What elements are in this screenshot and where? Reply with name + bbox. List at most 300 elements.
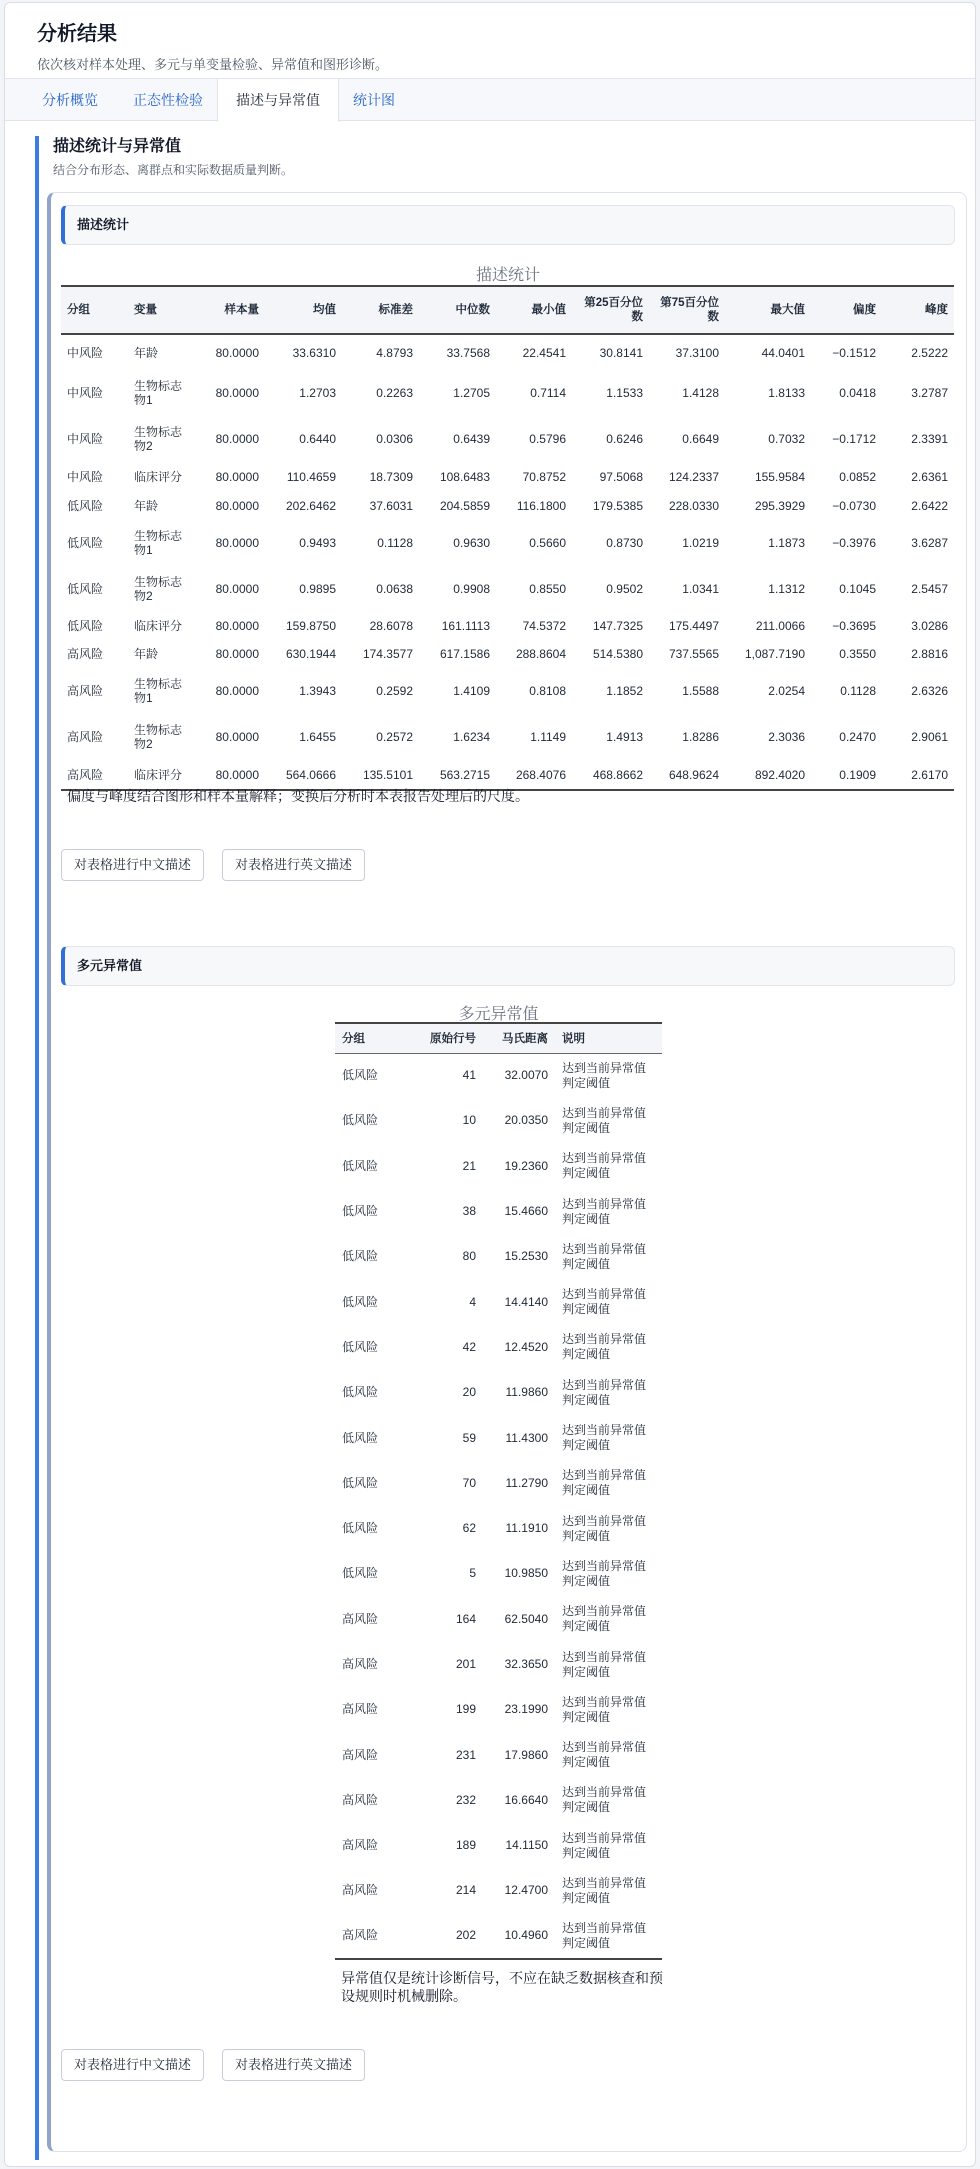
table-row <box>335 1144 662 1189</box>
table-cell: 11.1910 <box>505 1521 548 1536</box>
table-cell: 232 <box>455 1792 476 1807</box>
table-cell: 199 <box>455 1702 476 1717</box>
table-row <box>335 1506 662 1551</box>
table-cell: 临床评分 <box>134 767 183 782</box>
table-cell: 达到当前异常值判定阈值 <box>562 1196 647 1226</box>
table-cell: 62.5040 <box>504 1611 548 1626</box>
table-row <box>335 1279 662 1324</box>
table-cell: 108.6483 <box>439 470 490 484</box>
table-cell: 0.2572 <box>376 730 413 744</box>
table-cell: 低风险 <box>342 1385 379 1400</box>
table-cell: 低风险 <box>67 499 104 513</box>
col-p75: 第75百分位数 <box>660 297 719 323</box>
tab-charts[interactable]: 统计图 <box>353 92 395 108</box>
col-mahalanobis: 马氏距离 <box>502 1033 548 1046</box>
table-row <box>335 1234 662 1279</box>
section-title: 描述统计与异常值 <box>53 138 182 155</box>
table-cell: 1.1852 <box>606 684 643 698</box>
table-cell: 高风险 <box>67 647 104 661</box>
table-row <box>335 1687 662 1732</box>
table-cell: 0.9908 <box>453 582 490 596</box>
table-cell: 174.3577 <box>362 647 413 661</box>
table-cell: 1.2703 <box>299 386 336 400</box>
table-cell: 高风险 <box>342 1792 379 1807</box>
table-row <box>61 760 954 790</box>
col-min: 最小值 <box>531 304 566 316</box>
table-cell: 0.2470 <box>839 730 876 744</box>
table-row <box>335 1370 662 1415</box>
table-cell: 211.0066 <box>755 619 805 633</box>
table-cell: 155.9584 <box>754 470 805 484</box>
table-cell: 214 <box>455 1883 476 1898</box>
table-cell: 0.0852 <box>839 470 876 484</box>
table-cell: 0.8730 <box>606 536 643 550</box>
table-cell: 44.0401 <box>761 345 805 360</box>
table-cell: 116.1800 <box>516 499 566 513</box>
col-median: 中位数 <box>455 304 490 316</box>
table-cell: 37.3100 <box>675 345 719 360</box>
tab-normality[interactable]: 正态性检验 <box>133 92 203 108</box>
table-cell: 临床评分 <box>134 619 183 633</box>
table-cell: 低风险 <box>342 1475 379 1490</box>
table-cell: 低风险 <box>342 1430 379 1445</box>
table-row <box>61 416 954 462</box>
table-cell: 低风险 <box>342 1249 379 1264</box>
results-panel <box>47 192 967 2152</box>
table-cell: 21 <box>462 1158 476 1173</box>
table-cell: 低风险 <box>342 1566 379 1581</box>
outlier-note: 异常值仅是统计诊断信号，不应在缺乏数据核查和预设规则时机械删除。 <box>341 1970 663 2004</box>
table-cell: 0.6439 <box>453 432 490 446</box>
table-cell: 达到当前异常值判定阈值 <box>562 1060 647 1090</box>
table-cell: 80.0000 <box>215 432 259 446</box>
table-cell: 74.5372 <box>522 619 566 633</box>
table-cell: 4.8793 <box>376 345 413 360</box>
table-cell: 268.4076 <box>515 767 566 782</box>
table-cell: −0.1512 <box>832 345 876 360</box>
describe-outlier-table-cn-button[interactable]: 对表格进行中文描述 <box>61 2049 204 2081</box>
table-cell: 达到当前异常值判定阈值 <box>562 1920 647 1950</box>
table-cell: 80.0000 <box>215 767 259 782</box>
table-row <box>335 1461 662 1506</box>
table-cell: 189 <box>455 1838 476 1853</box>
table-cell: 12.4520 <box>504 1339 548 1354</box>
table-cell: 达到当前异常值判定阈值 <box>562 1785 647 1815</box>
table-row <box>335 1325 662 1370</box>
table-cell: 0.9493 <box>299 536 336 550</box>
table-cell: 80.0000 <box>215 684 259 698</box>
col-sd: 标准差 <box>378 304 413 316</box>
table-cell: 33.6310 <box>292 345 336 360</box>
table-cell: 中风险 <box>67 432 104 446</box>
table-row <box>61 492 954 520</box>
table-cell: 2.3391 <box>911 432 948 446</box>
table-cell: 达到当前异常值判定阈值 <box>562 1513 647 1543</box>
descriptive-outlier-section <box>35 136 970 2160</box>
table-cell: 0.8550 <box>529 582 566 596</box>
table-cell: 0.2592 <box>376 684 413 698</box>
table-cell: 30.8141 <box>599 345 643 360</box>
table-cell: 中风险 <box>67 470 104 484</box>
table-cell: 0.9502 <box>606 582 643 596</box>
table-cell: 0.6440 <box>299 432 336 446</box>
table-cell: 19.2360 <box>504 1158 548 1173</box>
table-cell: 124.2337 <box>668 470 719 484</box>
table-cell: 14.1150 <box>505 1838 548 1853</box>
table-cell: 高风险 <box>342 1702 379 1717</box>
col-p25: 第25百分位数 <box>584 297 643 323</box>
col-mean: 均值 <box>313 304 336 316</box>
col-row-number: 原始行号 <box>430 1033 476 1046</box>
table-cell: 达到当前异常值判定阈值 <box>562 1694 647 1724</box>
col-kurtosis: 峰度 <box>925 304 948 316</box>
table-cell: 228.0330 <box>668 499 719 513</box>
table-cell: 生物标志物2 <box>134 723 183 751</box>
table-cell: 70 <box>462 1475 476 1490</box>
table-cell: 32.0070 <box>504 1068 548 1083</box>
table-cell: 0.1128 <box>377 536 413 550</box>
table-cell: 892.4020 <box>754 767 805 782</box>
describe-outlier-table-en-button[interactable]: 对表格进行英文描述 <box>222 2049 365 2081</box>
table-cell: 2.5457 <box>911 582 948 596</box>
table-cell: 达到当前异常值判定阈值 <box>562 1287 647 1317</box>
table-row <box>61 612 954 640</box>
table-cell: 110.4659 <box>286 470 336 484</box>
table-cell: 低风险 <box>67 582 104 596</box>
outlier-table <box>335 1022 662 1960</box>
table-cell: 62 <box>462 1521 476 1536</box>
table-cell: 2.6361 <box>911 470 948 484</box>
table-cell: 80.0000 <box>215 536 259 550</box>
table-cell: 高风险 <box>342 1747 379 1762</box>
table-row <box>335 1778 662 1823</box>
table-cell: 1.4109 <box>453 684 490 698</box>
table-cell: 179.5385 <box>592 499 643 513</box>
table-cell: 1.1533 <box>606 386 643 400</box>
table-cell: 0.8108 <box>529 684 566 698</box>
table-cell: 468.8662 <box>592 767 643 782</box>
table-cell: 低风险 <box>342 1521 379 1536</box>
table-cell: 1.1149 <box>530 730 566 744</box>
table-cell: 2.0254 <box>768 684 805 698</box>
table-cell: 高风险 <box>342 1657 379 1671</box>
table-row <box>335 1098 662 1143</box>
table-cell: 59 <box>462 1430 476 1445</box>
table-cell: 年龄 <box>134 499 159 513</box>
table-cell: 28.6078 <box>369 619 413 633</box>
col-group: 分组 <box>342 1033 365 1046</box>
table-cell: 0.0638 <box>376 582 413 596</box>
tab-bar <box>5 79 975 121</box>
table-cell: 11.2790 <box>505 1475 548 1490</box>
table-cell: 23.1990 <box>504 1702 548 1717</box>
table-cell: 达到当前异常值判定阈值 <box>562 1649 647 1679</box>
table-cell: 18.7309 <box>369 470 413 484</box>
descriptive-table-caption: 描述统计 <box>475 267 540 284</box>
table-cell: 达到当前异常值判定阈值 <box>562 1468 647 1498</box>
table-cell: 32.3650 <box>504 1657 548 1671</box>
table-cell: 147.7325 <box>592 619 643 633</box>
table-cell: 12.4700 <box>504 1883 548 1898</box>
table-row <box>335 1189 662 1234</box>
table-cell: 295.3929 <box>754 499 805 513</box>
section-subtitle: 结合分布形态、离群点和实际数据质量判断。 <box>53 163 294 177</box>
table-cell: 达到当前异常值判定阈值 <box>562 1558 647 1588</box>
table-cell: 低风险 <box>342 1158 379 1173</box>
table-cell: 135.5101 <box>362 767 413 782</box>
table-cell: 0.9630 <box>453 536 490 550</box>
table-cell: 高风险 <box>67 730 104 744</box>
table-cell: 0.9895 <box>299 582 336 596</box>
table-cell: 2.3036 <box>768 730 805 744</box>
tab-overview[interactable]: 分析概览 <box>42 92 98 108</box>
table-cell: 1.8133 <box>768 386 805 400</box>
table-cell: 563.2715 <box>439 767 490 782</box>
table-cell: 0.6246 <box>606 432 643 446</box>
table-cell: 175.4497 <box>668 619 719 633</box>
table-cell: 630.1944 <box>285 647 336 661</box>
table-cell: 高风险 <box>67 684 104 698</box>
table-cell: 1.2705 <box>453 386 490 400</box>
table-cell: 生物标志物1 <box>134 379 183 407</box>
table-cell: 3.2787 <box>911 386 948 400</box>
table-cell: 0.7114 <box>530 386 566 400</box>
table-cell: 低风险 <box>342 1339 379 1354</box>
table-cell: 38 <box>462 1204 476 1219</box>
table-cell: 2.6326 <box>911 684 948 698</box>
table-cell: 33.7568 <box>446 345 490 360</box>
table-cell: 达到当前异常值判定阈值 <box>562 1423 647 1453</box>
table-header-row <box>61 286 954 334</box>
table-cell: −0.1712 <box>832 432 876 446</box>
table-cell: 80.0000 <box>215 470 259 484</box>
col-group: 分组 <box>67 304 90 316</box>
table-cell: 达到当前异常值判定阈值 <box>562 1332 647 1362</box>
table-cell: 中风险 <box>67 386 104 400</box>
table-cell: 11.9860 <box>505 1385 548 1400</box>
table-cell: 低风险 <box>67 536 104 550</box>
table-cell: 15.4660 <box>504 1204 548 1219</box>
outlier-table-caption: 多元异常值 <box>458 1006 539 1023</box>
table-cell: 80.0000 <box>215 619 259 633</box>
table-cell: 达到当前异常值判定阈值 <box>562 1830 647 1860</box>
table-cell: 0.5660 <box>529 536 566 550</box>
table-cell: 高风险 <box>342 1838 379 1853</box>
table-cell: 20.0350 <box>504 1113 548 1128</box>
descriptive-note: 偏度与峰度结合图形和样本量解释；变换后分析时本表报告处理后的尺度。 <box>67 788 529 804</box>
table-cell: 564.0666 <box>285 767 336 782</box>
table-cell: 生物标志物2 <box>134 575 183 603</box>
table-cell: −0.3695 <box>832 619 876 633</box>
table-cell: 1.1873 <box>768 536 805 550</box>
table-row <box>335 1551 662 1596</box>
table-cell: 中风险 <box>67 345 104 360</box>
col-n: 样本量 <box>224 304 259 316</box>
table-cell: 2.9061 <box>911 730 948 744</box>
describe-table-en-button[interactable]: 对表格进行英文描述 <box>222 849 365 881</box>
table-cell: 231 <box>455 1747 476 1762</box>
table-cell: 648.9624 <box>668 767 719 782</box>
table-row <box>335 1732 662 1777</box>
table-cell: 10.4960 <box>504 1928 548 1943</box>
table-cell: 达到当前异常值判定阈值 <box>562 1740 647 1770</box>
table-cell: 80.0000 <box>215 499 259 513</box>
table-cell: 高风险 <box>342 1928 379 1943</box>
table-cell: 16.6640 <box>504 1792 548 1807</box>
table-cell: 80.0000 <box>215 647 259 661</box>
table-cell: 高风险 <box>342 1611 379 1626</box>
descriptive-table <box>61 285 954 791</box>
describe-table-cn-button[interactable]: 对表格进行中文描述 <box>61 849 204 881</box>
table-cell: −0.0730 <box>832 499 876 513</box>
table-cell: 22.4541 <box>522 345 566 360</box>
col-variable: 变量 <box>134 304 157 316</box>
table-cell: 0.2263 <box>376 386 413 400</box>
table-row <box>335 1868 662 1913</box>
table-cell: 高风险 <box>67 767 104 782</box>
table-cell: 1,087.7190 <box>744 647 805 661</box>
table-cell: 1.5588 <box>682 684 719 698</box>
table-row <box>335 1642 662 1687</box>
table-cell: 年龄 <box>134 345 159 360</box>
table-cell: 低风险 <box>342 1204 379 1219</box>
results-page <box>4 2 976 2167</box>
table-cell: 42 <box>462 1339 476 1354</box>
table-row <box>335 1597 662 1642</box>
table-cell: 159.8750 <box>285 619 336 633</box>
table-cell: 80.0000 <box>215 386 259 400</box>
table-row <box>335 1415 662 1460</box>
table-cell: 1.0219 <box>682 536 719 550</box>
table-cell: 204.5859 <box>439 499 490 513</box>
table-cell: 10 <box>462 1113 476 1128</box>
table-cell: 高风险 <box>342 1883 379 1898</box>
page-subtitle: 依次核对样本处理、多元与单变量检验、异常值和图形诊断。 <box>37 57 389 72</box>
table-cell: 10.9850 <box>504 1566 548 1581</box>
table-cell: 生物标志物2 <box>134 425 183 453</box>
table-cell: 1.6455 <box>299 730 336 744</box>
page-header <box>5 3 975 79</box>
page-title: 分析结果 <box>37 23 117 45</box>
table-cell: 202 <box>455 1928 476 1943</box>
table-row <box>335 1823 662 1868</box>
table-cell: 1.4128 <box>682 386 719 400</box>
table-cell: 年龄 <box>134 647 159 661</box>
table-cell: 2.6170 <box>911 767 948 782</box>
table-cell: 0.7032 <box>768 432 805 446</box>
table-cell: 617.1586 <box>439 647 490 661</box>
table-row <box>61 520 954 566</box>
table-cell: 0.3550 <box>839 647 876 661</box>
table-cell: 达到当前异常值判定阈值 <box>562 1241 647 1271</box>
table-cell: 0.5796 <box>529 432 566 446</box>
table-cell: 80.0000 <box>215 345 259 360</box>
table-cell: 3.6287 <box>911 536 948 550</box>
table-row <box>61 714 954 760</box>
table-cell: 达到当前异常值判定阈值 <box>562 1377 647 1407</box>
table-cell: 41 <box>462 1068 476 1083</box>
table-cell: 5 <box>469 1566 476 1581</box>
table-cell: 达到当前异常值判定阈值 <box>562 1604 647 1634</box>
table-cell: 0.0418 <box>839 386 876 400</box>
table-cell: 37.6031 <box>369 499 413 513</box>
outlier-card-header: 多元异常值 <box>61 946 955 986</box>
table-cell: 低风险 <box>67 619 104 633</box>
table-cell: 1.0341 <box>682 582 719 596</box>
table-row <box>335 1053 662 1098</box>
table-cell: 514.5380 <box>592 647 643 661</box>
table-cell: 1.8286 <box>682 730 719 744</box>
table-cell: 达到当前异常值判定阈值 <box>562 1151 647 1181</box>
table-cell: 161.1113 <box>441 619 490 633</box>
table-row <box>61 668 954 714</box>
table-cell: 20 <box>462 1385 476 1400</box>
outlier-table-body <box>335 1053 662 1959</box>
descriptive-table-body <box>61 334 954 790</box>
table-cell: 80.0000 <box>215 582 259 596</box>
table-cell: 达到当前异常值判定阈值 <box>562 1875 647 1905</box>
descriptive-card-header: 描述统计 <box>61 205 955 245</box>
table-cell: 生物标志物1 <box>134 677 183 705</box>
table-cell: 164 <box>455 1611 476 1626</box>
tab-descriptive-outliers[interactable]: 描述与异常值 <box>217 79 339 122</box>
table-cell: 17.9860 <box>504 1747 548 1762</box>
table-cell: −0.3976 <box>832 536 876 550</box>
table-row <box>61 334 954 370</box>
table-row <box>61 566 954 612</box>
table-cell: 1.3943 <box>299 684 336 698</box>
table-cell: 0.1128 <box>840 684 876 698</box>
table-cell: 1.4913 <box>606 730 643 744</box>
table-cell: 4 <box>469 1294 476 1309</box>
table-cell: 14.4140 <box>504 1294 548 1309</box>
table-cell: 2.5222 <box>911 345 948 360</box>
table-cell: 2.8816 <box>911 647 948 661</box>
table-cell: 201 <box>455 1657 476 1671</box>
table-cell: 1.1312 <box>768 582 805 596</box>
table-cell: 临床评分 <box>134 470 183 484</box>
table-cell: 0.1909 <box>839 767 876 782</box>
table-cell: 11.4300 <box>505 1430 548 1445</box>
table-row <box>61 370 954 416</box>
table-cell: 202.6462 <box>285 499 336 513</box>
table-cell: 生物标志物1 <box>134 529 183 557</box>
table-cell: 80 <box>462 1249 476 1264</box>
table-cell: 737.5565 <box>668 647 719 661</box>
col-description: 说明 <box>562 1033 585 1046</box>
table-cell: 达到当前异常值判定阈值 <box>562 1105 647 1135</box>
table-cell: 3.0286 <box>911 619 948 633</box>
table-header-row <box>335 1023 662 1053</box>
table-row <box>335 1914 662 1959</box>
table-cell: 70.8752 <box>522 470 566 484</box>
col-max: 最大值 <box>770 304 805 316</box>
table-cell: 0.6649 <box>682 432 719 446</box>
table-row <box>61 640 954 668</box>
table-cell: 2.6422 <box>911 499 948 513</box>
table-cell: 15.2530 <box>504 1249 548 1264</box>
table-cell: 0.1045 <box>839 582 876 596</box>
table-cell: 低风险 <box>342 1294 379 1309</box>
table-cell: 0.0306 <box>376 432 413 446</box>
col-skewness: 偏度 <box>853 304 876 316</box>
table-cell: 288.8604 <box>515 647 566 661</box>
table-cell: 80.0000 <box>215 730 259 744</box>
table-cell: 低风险 <box>342 1113 379 1128</box>
table-cell: 97.5068 <box>599 470 643 484</box>
table-row <box>61 462 954 492</box>
table-cell: 低风险 <box>342 1068 379 1083</box>
